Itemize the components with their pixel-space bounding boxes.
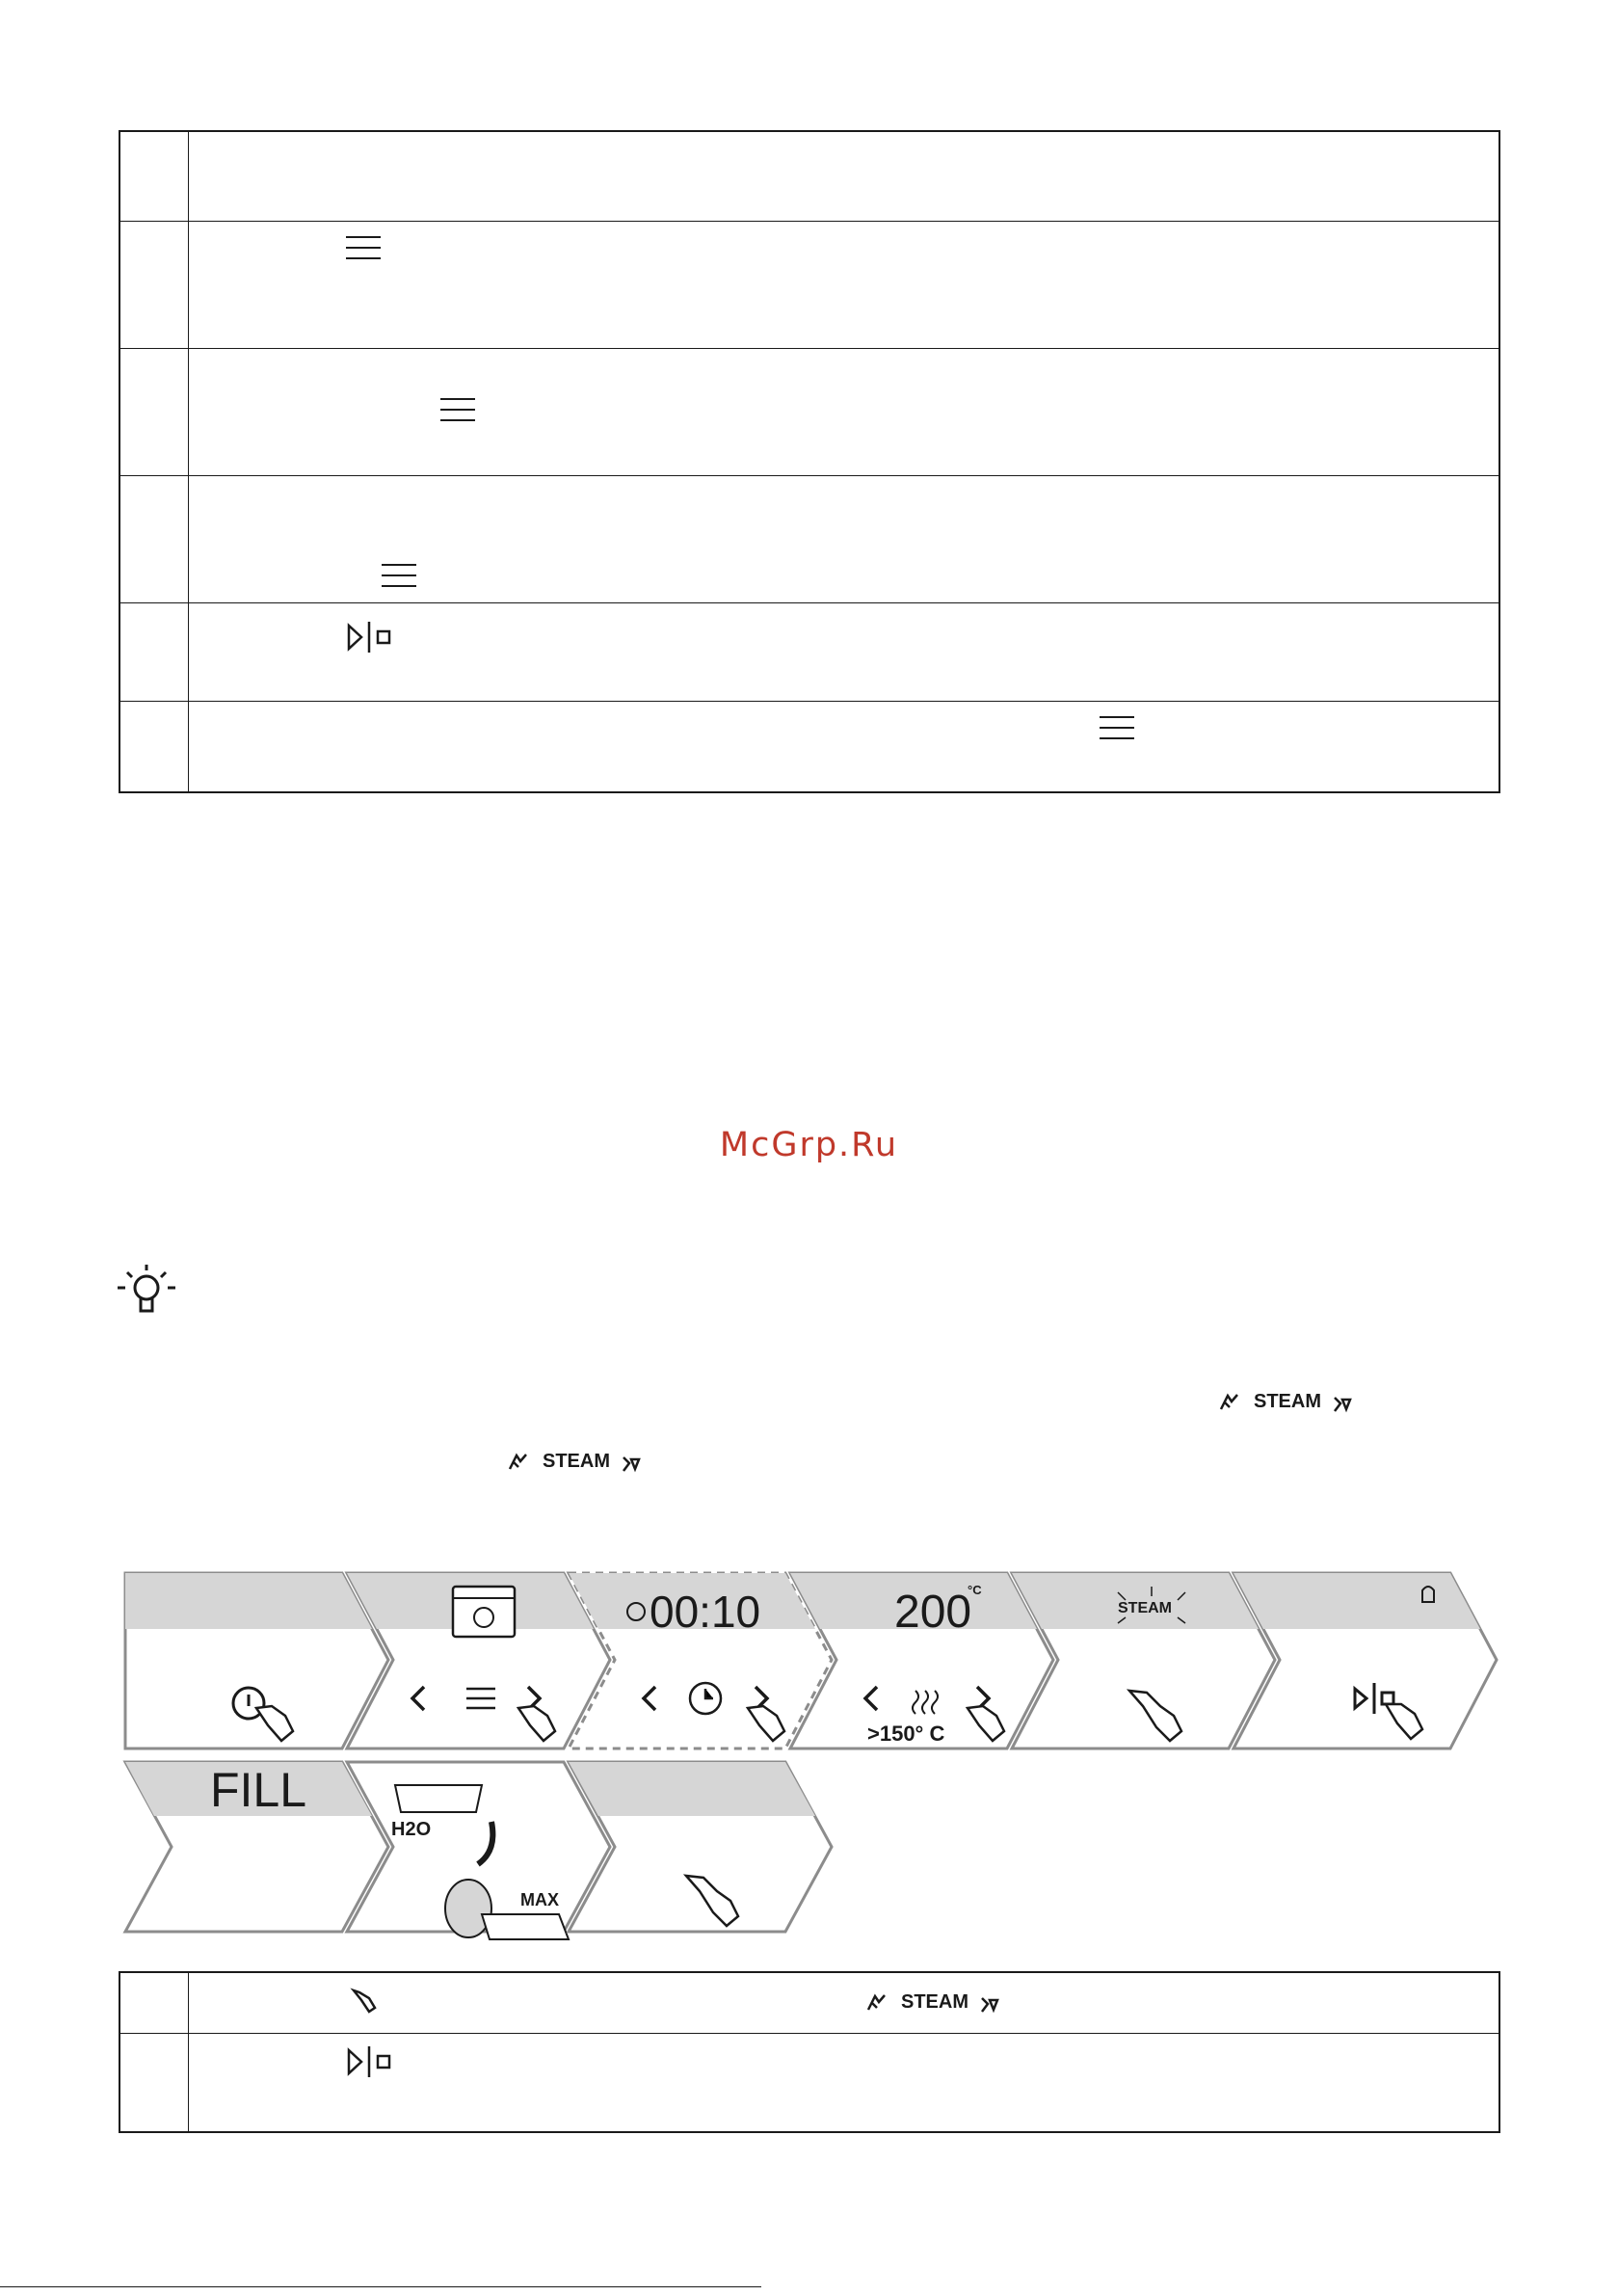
table-row xyxy=(120,602,1499,702)
steam-label: STEAM xyxy=(543,1451,610,1472)
steam-left-icon xyxy=(1218,1392,1241,1413)
steam-steps-diagram xyxy=(116,1562,1503,1947)
step-1-power xyxy=(125,1573,388,1749)
tip-lightbulb-icon xyxy=(114,1261,179,1321)
start-stop-icon xyxy=(346,621,394,654)
steam-display-label: STEAM xyxy=(1118,1600,1172,1616)
steam-left-icon xyxy=(865,1992,889,2014)
start-stop-icon xyxy=(346,2045,394,2078)
steam-threshold-label: >150° C xyxy=(867,1722,945,1746)
temperature-display: 200 xyxy=(894,1587,972,1638)
fill-display: FILL xyxy=(210,1763,307,1817)
steam-button-icon xyxy=(348,1987,379,2017)
table-row xyxy=(120,475,1499,603)
water-label: H2O xyxy=(391,1819,432,1840)
instruction-table-bottom xyxy=(119,1971,1500,2133)
instruction-table-top xyxy=(119,130,1500,793)
table-row xyxy=(120,221,1499,349)
timer-display: 00:10 xyxy=(650,1587,761,1637)
menu-icon xyxy=(346,235,381,260)
page-bottom-rule xyxy=(0,2286,761,2287)
menu-icon xyxy=(440,397,475,422)
steam-right-icon xyxy=(978,1994,1001,2016)
step-7-fill xyxy=(125,1762,388,1932)
table-row xyxy=(120,132,1499,221)
table-row xyxy=(120,1973,1499,2033)
max-label: MAX xyxy=(520,1890,559,1909)
menu-icon xyxy=(1100,715,1134,740)
steam-label: STEAM xyxy=(1254,1391,1321,1412)
menu-icon xyxy=(382,563,416,588)
steam-label: STEAM xyxy=(901,1991,968,2013)
table-row xyxy=(120,2033,1499,2134)
temperature-unit: °C xyxy=(968,1583,982,1597)
table-row xyxy=(120,701,1499,794)
steam-right-icon xyxy=(620,1454,643,1475)
steam-right-icon xyxy=(1331,1394,1354,1415)
table-row xyxy=(120,348,1499,476)
watermark: McGrp.Ru xyxy=(719,1126,899,1164)
steam-left-icon xyxy=(507,1452,530,1473)
